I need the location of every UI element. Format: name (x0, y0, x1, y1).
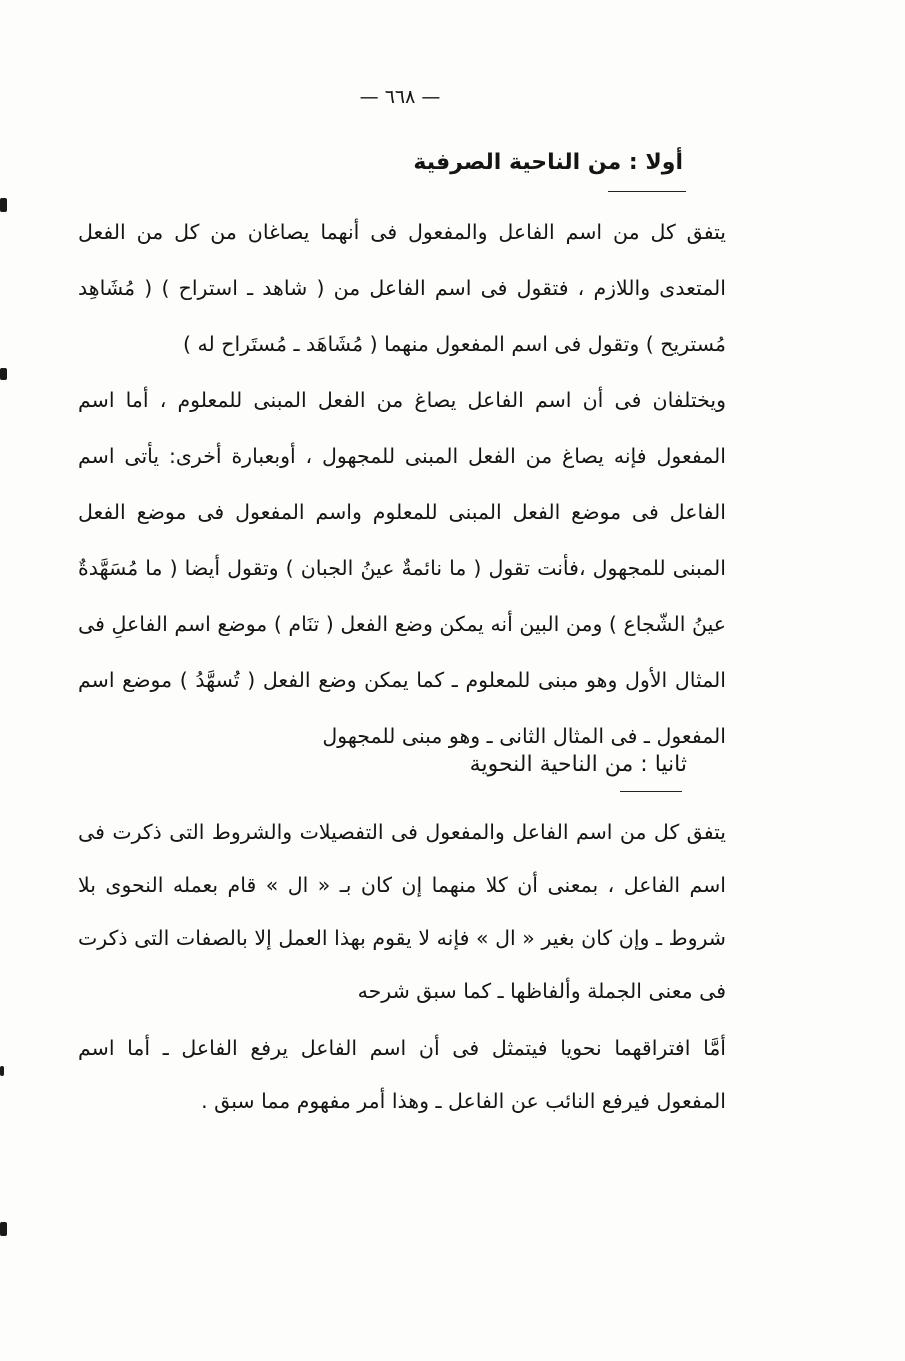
paragraph-morph-difference: ويختلفان فى أن اسم الفاعل يصاغ من الفعل المبنى للمعلوم ، أما اسم المفعول فإنه يصاغ من الفعل المبنى للمجهول ، أوبعبارة أخرى: يأتى اسم الفاعل فى موضع الفعل المبنى للمعلوم واسم المفعول فى موضع الفعل المبنى للمجهول ،فأنت تقول ( ما نائمةٌ عينُ الجبان ) وتقول أيضا ( ما مُسَهَّدةٌ عينُ الشّجاع ) ومن البين أنه يمكن وضع الفعل ( تنَام ) موضع اسم الفاعلِ فى المثال الأول وهو مبنى للمعلوم ـ كما يمكن وضع الفعل ( تُسهَّدُ ) موضع اسم المفعول ـ فى المثال الثانى ـ وهو مبنى للمجهول (78, 388, 726, 748)
paragraph-syntax-difference: أمَّا افتراقهما نحويا فيتمثل فى أن اسم الفاعل يرفع الفاعل ـ أما اسم المفعول فيرفع النائب عن الفاعل ـ وهذا أمر مفهوم مما سبق . (78, 1036, 726, 1113)
page-number: — ٦٦٨ — (359, 86, 441, 108)
section-heading-morphological: أولا : من الناحية الصرفية (413, 150, 683, 175)
scan-edge-mark (0, 1066, 4, 1076)
scan-edge-mark (0, 1222, 7, 1236)
paragraph-syntax-agreement: يتفق كل من اسم الفاعل والمفعول فى التفصيلات والشروط التى ذكرت فى اسم الفاعل ، بمعنى أن كلا منهما إن كان بـ « ال » قام بعمله النحوى بلا شروط ـ وإن كان بغير « ال » فإنه لا يقوم بهذا العمل إلا بالصفات التى ذكرت فى معنى الجملة وألفاظها ـ كما سبق شرحه (78, 820, 726, 1003)
scan-edge-mark (0, 198, 7, 212)
paragraph-morph-agreement: يتفق كل من اسم الفاعل والمفعول فى أنهما يصاغان من كل من الفعل المتعدى واللازم ، فتقول فى اسم الفاعل من ( شاهد ـ استراح ) ( مُشَاهِد مُستريح ) وتقول فى اسم المفعول منهما ( مُشَاهَد ـ مُستَراح له ) (78, 220, 726, 356)
scan-edge-mark (0, 368, 7, 380)
section-heading-syntactic: ثانيا : من الناحية النحوية (469, 752, 687, 777)
heading-underline (620, 791, 682, 792)
heading-underline (608, 191, 686, 192)
